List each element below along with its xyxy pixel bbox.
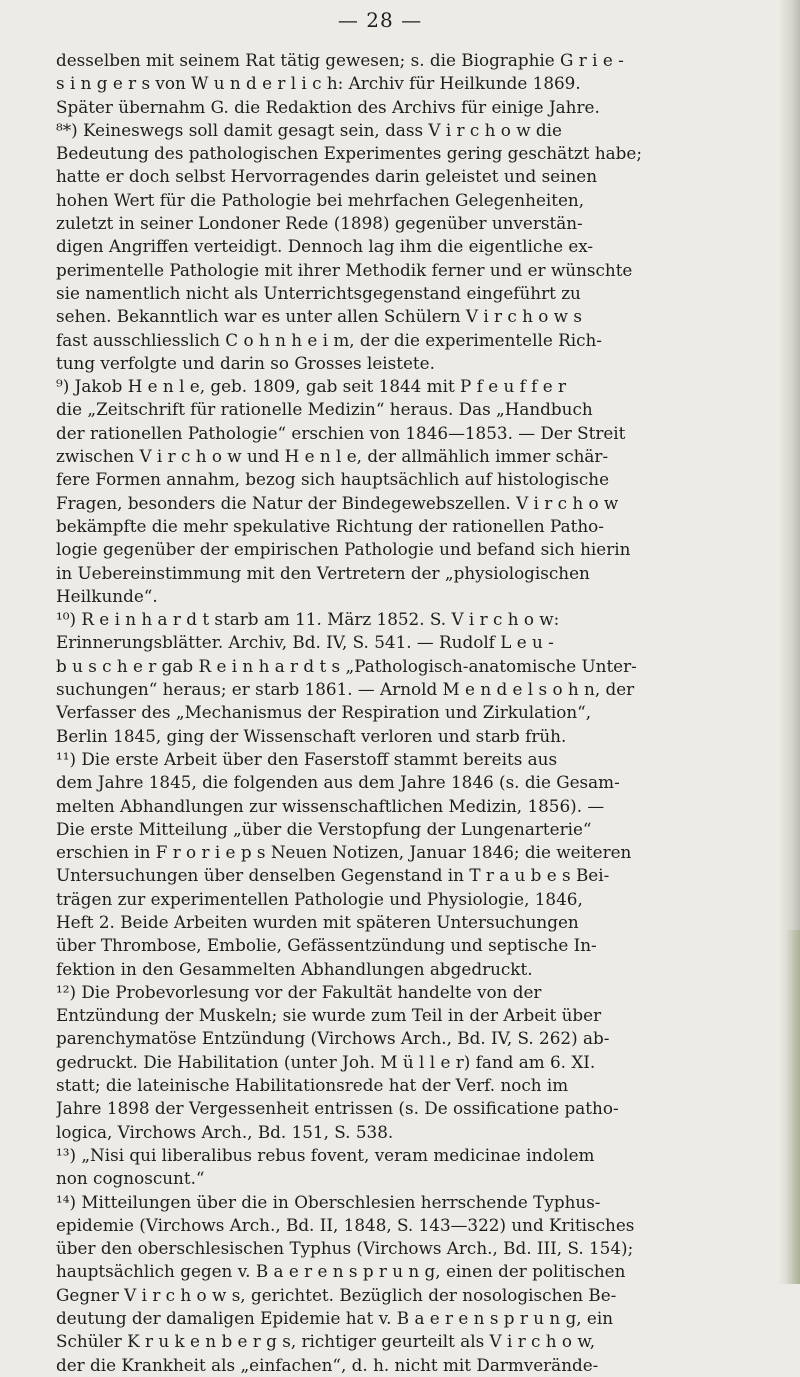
text-line: ¹⁴) Mitteilungen über die in Oberschlesien herrschende Typhus- <box>56 1191 601 1212</box>
footnotes-text-block <box>56 49 750 1377</box>
text-line: über den oberschlesischen Typhus (Virchows Arch., Bd. III, S. 154); <box>56 1238 634 1259</box>
text-line: zwischen V i r c h o w und H e n l e, der allmählich immer schär- <box>56 446 609 467</box>
text-line: epidemie (Virchows Arch., Bd. II, 1848, S. 143—322) und Kritisches <box>56 1214 635 1235</box>
text-line: s i n g e r s von W u n d e r l i c h: Archiv für Heilkunde 1869. <box>56 73 581 94</box>
text-line: Bedeutung des pathologischen Experimentes gering geschätzt habe; <box>56 143 642 164</box>
text-line: Schüler K r u k e n b e r g s, richtiger geurteilt als V i r c h o w, <box>56 1331 596 1352</box>
text-line: in Uebereinstimmung mit den Vertretern der „physiologischen <box>56 562 590 583</box>
text-line: Entzündung der Muskeln; sie wurde zum Teil in der Arbeit über <box>56 1005 602 1026</box>
text-line: fere Formen annahm, bezog sich hauptsächlich auf histologische <box>56 469 610 490</box>
text-line: logica, Virchows Arch., Bd. 151, S. 538. <box>56 1121 394 1142</box>
text-line: Erinnerungsblätter. Archiv, Bd. IV, S. 541. — Rudolf L e u - <box>56 632 554 653</box>
text-line: der die Krankheit als „einfachen“, d. h. nicht mit Darmverände- <box>56 1354 599 1375</box>
text-line: ¹¹) Die erste Arbeit über den Faserstoff stammt bereits aus <box>56 748 558 769</box>
text-line: Später übernahm G. die Redaktion des Archivs für einige Jahre. <box>56 96 600 117</box>
text-line: Die erste Mitteilung „über die Verstopfung der Lungenarterie“ <box>56 818 592 839</box>
text-line: tung verfolgte und darin so Grosses leistete. <box>56 352 435 373</box>
text-line: ⁸*) Keineswegs soll damit gesagt sein, dass V i r c h o w die <box>56 119 562 140</box>
text-line: b u s c h e r gab R e i n h a r d t s „Pathologisch-anatomische Unter- <box>56 655 637 676</box>
text-line: hauptsächlich gegen v. B a e r e n s p r u n g, einen der politischen <box>56 1261 626 1282</box>
text-line: digen Angriffen verteidigt. Dennoch lag ihm die eigentliche ex- <box>56 236 594 257</box>
text-line: hatte er doch selbst Hervorragendes darin geleistet und seinen <box>56 166 598 187</box>
text-line: trägen zur experimentellen Pathologie und Physiologie, 1846, <box>56 888 583 909</box>
text-line: ¹³) „Nisi qui liberalibus rebus fovent, veram medicinae indolem <box>56 1144 595 1165</box>
text-line: Jahre 1898 der Vergessenheit entrissen (s. De ossificatione patho- <box>56 1098 619 1119</box>
text-line: desselben mit seinem Rat tätig gewesen; s. die Biographie G r i e - <box>56 50 624 70</box>
text-line: ¹⁰) R e i n h a r d t starb am 11. März 1852. S. V i r c h o w: <box>56 609 560 630</box>
text-line: Heft 2. Beide Arbeiten wurden mit späteren Untersuchungen <box>56 911 579 932</box>
text-line: parenchymatöse Entzündung (Virchows Arch., Bd. IV, S. 262) ab- <box>56 1028 610 1049</box>
text-line: fast ausschliesslich C o h n h e i m, der die experimentelle Rich- <box>56 329 602 350</box>
text-line: zuletzt in seiner Londoner Rede (1898) gegenüber unverstän- <box>56 213 583 234</box>
text-line: der rationellen Pathologie“ erschien von 1846—1853. — Der Streit <box>56 422 626 443</box>
text-line: Heilkunde“. <box>56 585 158 606</box>
text-line: Verfasser des „Mechanismus der Respiration und Zirkulation“, <box>56 702 592 723</box>
text-line: Untersuchungen über denselben Gegenstand in T r a u b e s Bei- <box>56 865 610 886</box>
text-line: statt; die lateinische Habilitationsrede hat der Verf. noch im <box>56 1075 569 1096</box>
text-line: die „Zeitschrift für rationelle Medizin“ heraus. Das „Handbuch <box>56 399 593 420</box>
text-line: Berlin 1845, ging der Wissenschaft verloren und starb früh. <box>56 725 567 746</box>
text-line: Gegner V i r c h o w s, gerichtet. Bezüglich der nosologischen Be- <box>56 1284 617 1305</box>
text-line: deutung der damaligen Epidemie hat v. B a e r e n s p r u n g, ein <box>56 1308 614 1329</box>
text-line: über Thrombose, Embolie, Gefässentzündung und septische In- <box>56 935 597 956</box>
text-line: logie gegenüber der empirischen Pathologie und befand sich hierin <box>56 539 631 560</box>
text-line: perimentelle Pathologie mit ihrer Methodik ferner und er wünschte <box>56 259 633 280</box>
text-line: sehen. Bekanntlich war es unter allen Schülern V i r c h o w s <box>56 306 582 327</box>
text-line: dem Jahre 1845, die folgenden aus dem Jahre 1846 (s. die Gesam- <box>56 772 620 793</box>
text-line: suchungen“ heraus; er starb 1861. — Arnold M e n d e l s o h n, der <box>56 679 635 700</box>
text-line: Fragen, besonders die Natur der Bindegewebszellen. V i r c h o w <box>56 492 619 513</box>
text-line: sie namentlich nicht als Unterrichtsgegenstand eingeführt zu <box>56 282 581 303</box>
text-line: erschien in F r o r i e p s Neuen Notizen, Januar 1846; die weiteren <box>56 842 632 863</box>
text-line: hohen Wert für die Pathologie bei mehrfachen Gelegenheiten, <box>56 189 585 210</box>
text-line: melten Abhandlungen zur wissenschaftlichen Medizin, 1856). — <box>56 795 605 816</box>
text-line: ¹²) Die Probevorlesung vor der Fakultät handelte von der <box>56 981 542 1002</box>
text-line: ⁹) Jakob H e n l e, geb. 1809, gab seit 1844 mit P f e u f f e r <box>56 376 566 397</box>
page-number: — 28 — <box>337 8 423 32</box>
text-line: non cognoscunt.“ <box>56 1168 205 1189</box>
text-line: gedruckt. Die Habilitation (unter Joh. M ü l l e r) fand am 6. XI. <box>56 1051 596 1072</box>
text-line: fektion in den Gesammelten Abhandlungen abgedruckt. <box>56 958 533 979</box>
page-edge-stain <box>786 930 800 1284</box>
text-line: bekämpfte die mehr spekulative Richtung der rationellen Patho- <box>56 515 604 536</box>
